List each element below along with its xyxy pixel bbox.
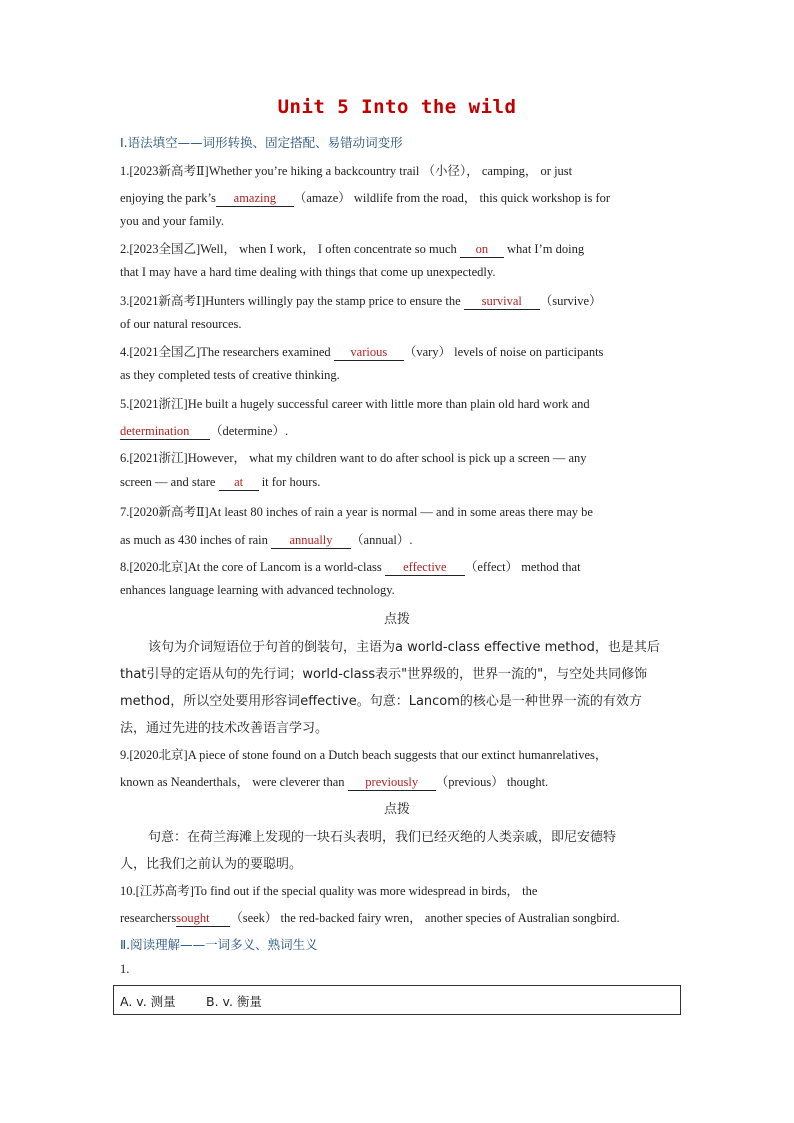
q8-line-1: 8.[2020北京]At the core of Lancom is a world-class effective （effect） method that xyxy=(120,560,581,574)
q5-line-2: determination （determine）. xyxy=(120,424,289,438)
q2-line-2: that I may have a hard time dealing with things that come up unexpectedly. xyxy=(120,265,496,279)
q4-line-2: as they completed tests of creative thinking. xyxy=(120,368,340,382)
item-1-number: 1. xyxy=(120,962,130,976)
q8-hint-line-2: that引导的定语从句的先行词；world-class表示"世界级的，世界一流的"，与空处共同修饰 xyxy=(120,667,648,682)
q7-answer-blank[interactable]: annually xyxy=(271,533,351,549)
option-b[interactable]: B. v. 衡量 xyxy=(206,994,262,1009)
q8-hint-line-4: 法，通过先进的技术改善语言学习。 xyxy=(120,721,329,736)
q8-answer-blank[interactable]: effective xyxy=(385,560,465,576)
q8-hint-line-3: method，所以空处要用形容词effective。句意：Lancom的核心是一种世界一流的有效方 xyxy=(120,694,642,709)
q9-line-2: known as Neanderthals， were cleverer than previously （previous） thought. xyxy=(120,775,549,789)
section-1-heading: Ⅰ.语法填空——词形转换、固定搭配、易错动词变形 xyxy=(120,135,403,150)
q2-answer-blank[interactable]: on xyxy=(460,242,504,258)
q9-answer-blank[interactable]: previously xyxy=(348,775,436,791)
options-box xyxy=(113,985,681,1015)
q1-answer-blank[interactable]: amazing xyxy=(216,191,294,207)
q10-line-2: researcherssought （seek） the red-backed fairy wren， another species of Australian songbird. xyxy=(120,911,620,925)
q9-line-1: 9.[2020北京]A piece of stone found on a Dutch beach suggests that our extinct humanrelatives， xyxy=(120,748,608,762)
q8-hint-label: 点拨 xyxy=(383,612,410,627)
q10-line-1: 10.[江苏高考]To find out if the special quality was more widespread in birds， the xyxy=(120,884,538,898)
q10-answer-blank[interactable]: sought xyxy=(176,911,230,927)
q8-hint-line-1: 该句为介词短语位于句首的倒装句，主语为a world-class effective method，也是其后 xyxy=(148,640,660,655)
q3-line-1: 3.[2021新高考Ⅰ]Hunters willingly pay the stamp price to ensure the survival （survive） xyxy=(120,294,602,308)
q2-line-1: 2.[2023全国乙]Well， when I work， I often concentrate so much on what I’m doing xyxy=(120,242,585,256)
q6-line-1: 6.[2021浙江]However， what my children want to do after school is pick up a screen — any xyxy=(120,451,587,465)
q4-answer-blank[interactable]: various xyxy=(334,345,404,361)
option-a[interactable]: A. v. 测量 xyxy=(120,994,176,1009)
section-2-heading: Ⅱ.阅读理解——一词多义、熟词生义 xyxy=(120,937,318,952)
q5-answer-blank[interactable]: determination xyxy=(120,424,210,440)
q3-answer-blank[interactable]: survival xyxy=(464,294,540,310)
q6-line-2: screen — and stare at it for hours. xyxy=(120,475,321,489)
q9-hint-line-1: 句意：在荷兰海滩上发现的一块石头表明，我们已经灭绝的人类亲戚，即尼安德特 xyxy=(148,830,617,845)
q1-line-2: enjoying the park’s amazing （amaze） wildlife from the road， this quick workshop is for xyxy=(120,191,611,205)
q7-line-1: 7.[2020新高考Ⅱ]At least 80 inches of rain a year is normal — and in some areas there may be xyxy=(120,505,593,519)
q6-answer-blank[interactable]: at xyxy=(219,475,259,491)
q5-line-1: 5.[2021浙江]He built a hugely successful career with little more than plain old hard work and xyxy=(120,397,590,411)
q7-line-2: as much as 430 inches of rain annually （annual）. xyxy=(120,533,413,547)
q1-line-1: 1.[2023新高考Ⅱ]Whether you’re hiking a backcountry trail （小径）， camping， or just xyxy=(120,164,573,178)
q9-hint-label: 点拨 xyxy=(383,802,410,817)
page-title: Unit 5 Into the wild xyxy=(277,96,517,118)
q3-line-2: of our natural resources. xyxy=(120,317,242,331)
q1-line-3: you and your family. xyxy=(120,214,225,228)
q4-line-1: 4.[2021全国乙]The researchers examined various （vary） levels of noise on participants xyxy=(120,345,604,359)
q9-hint-line-2: 人，比我们之前认为的要聪明。 xyxy=(120,857,303,872)
q8-line-2: enhances language learning with advanced technology. xyxy=(120,583,395,597)
